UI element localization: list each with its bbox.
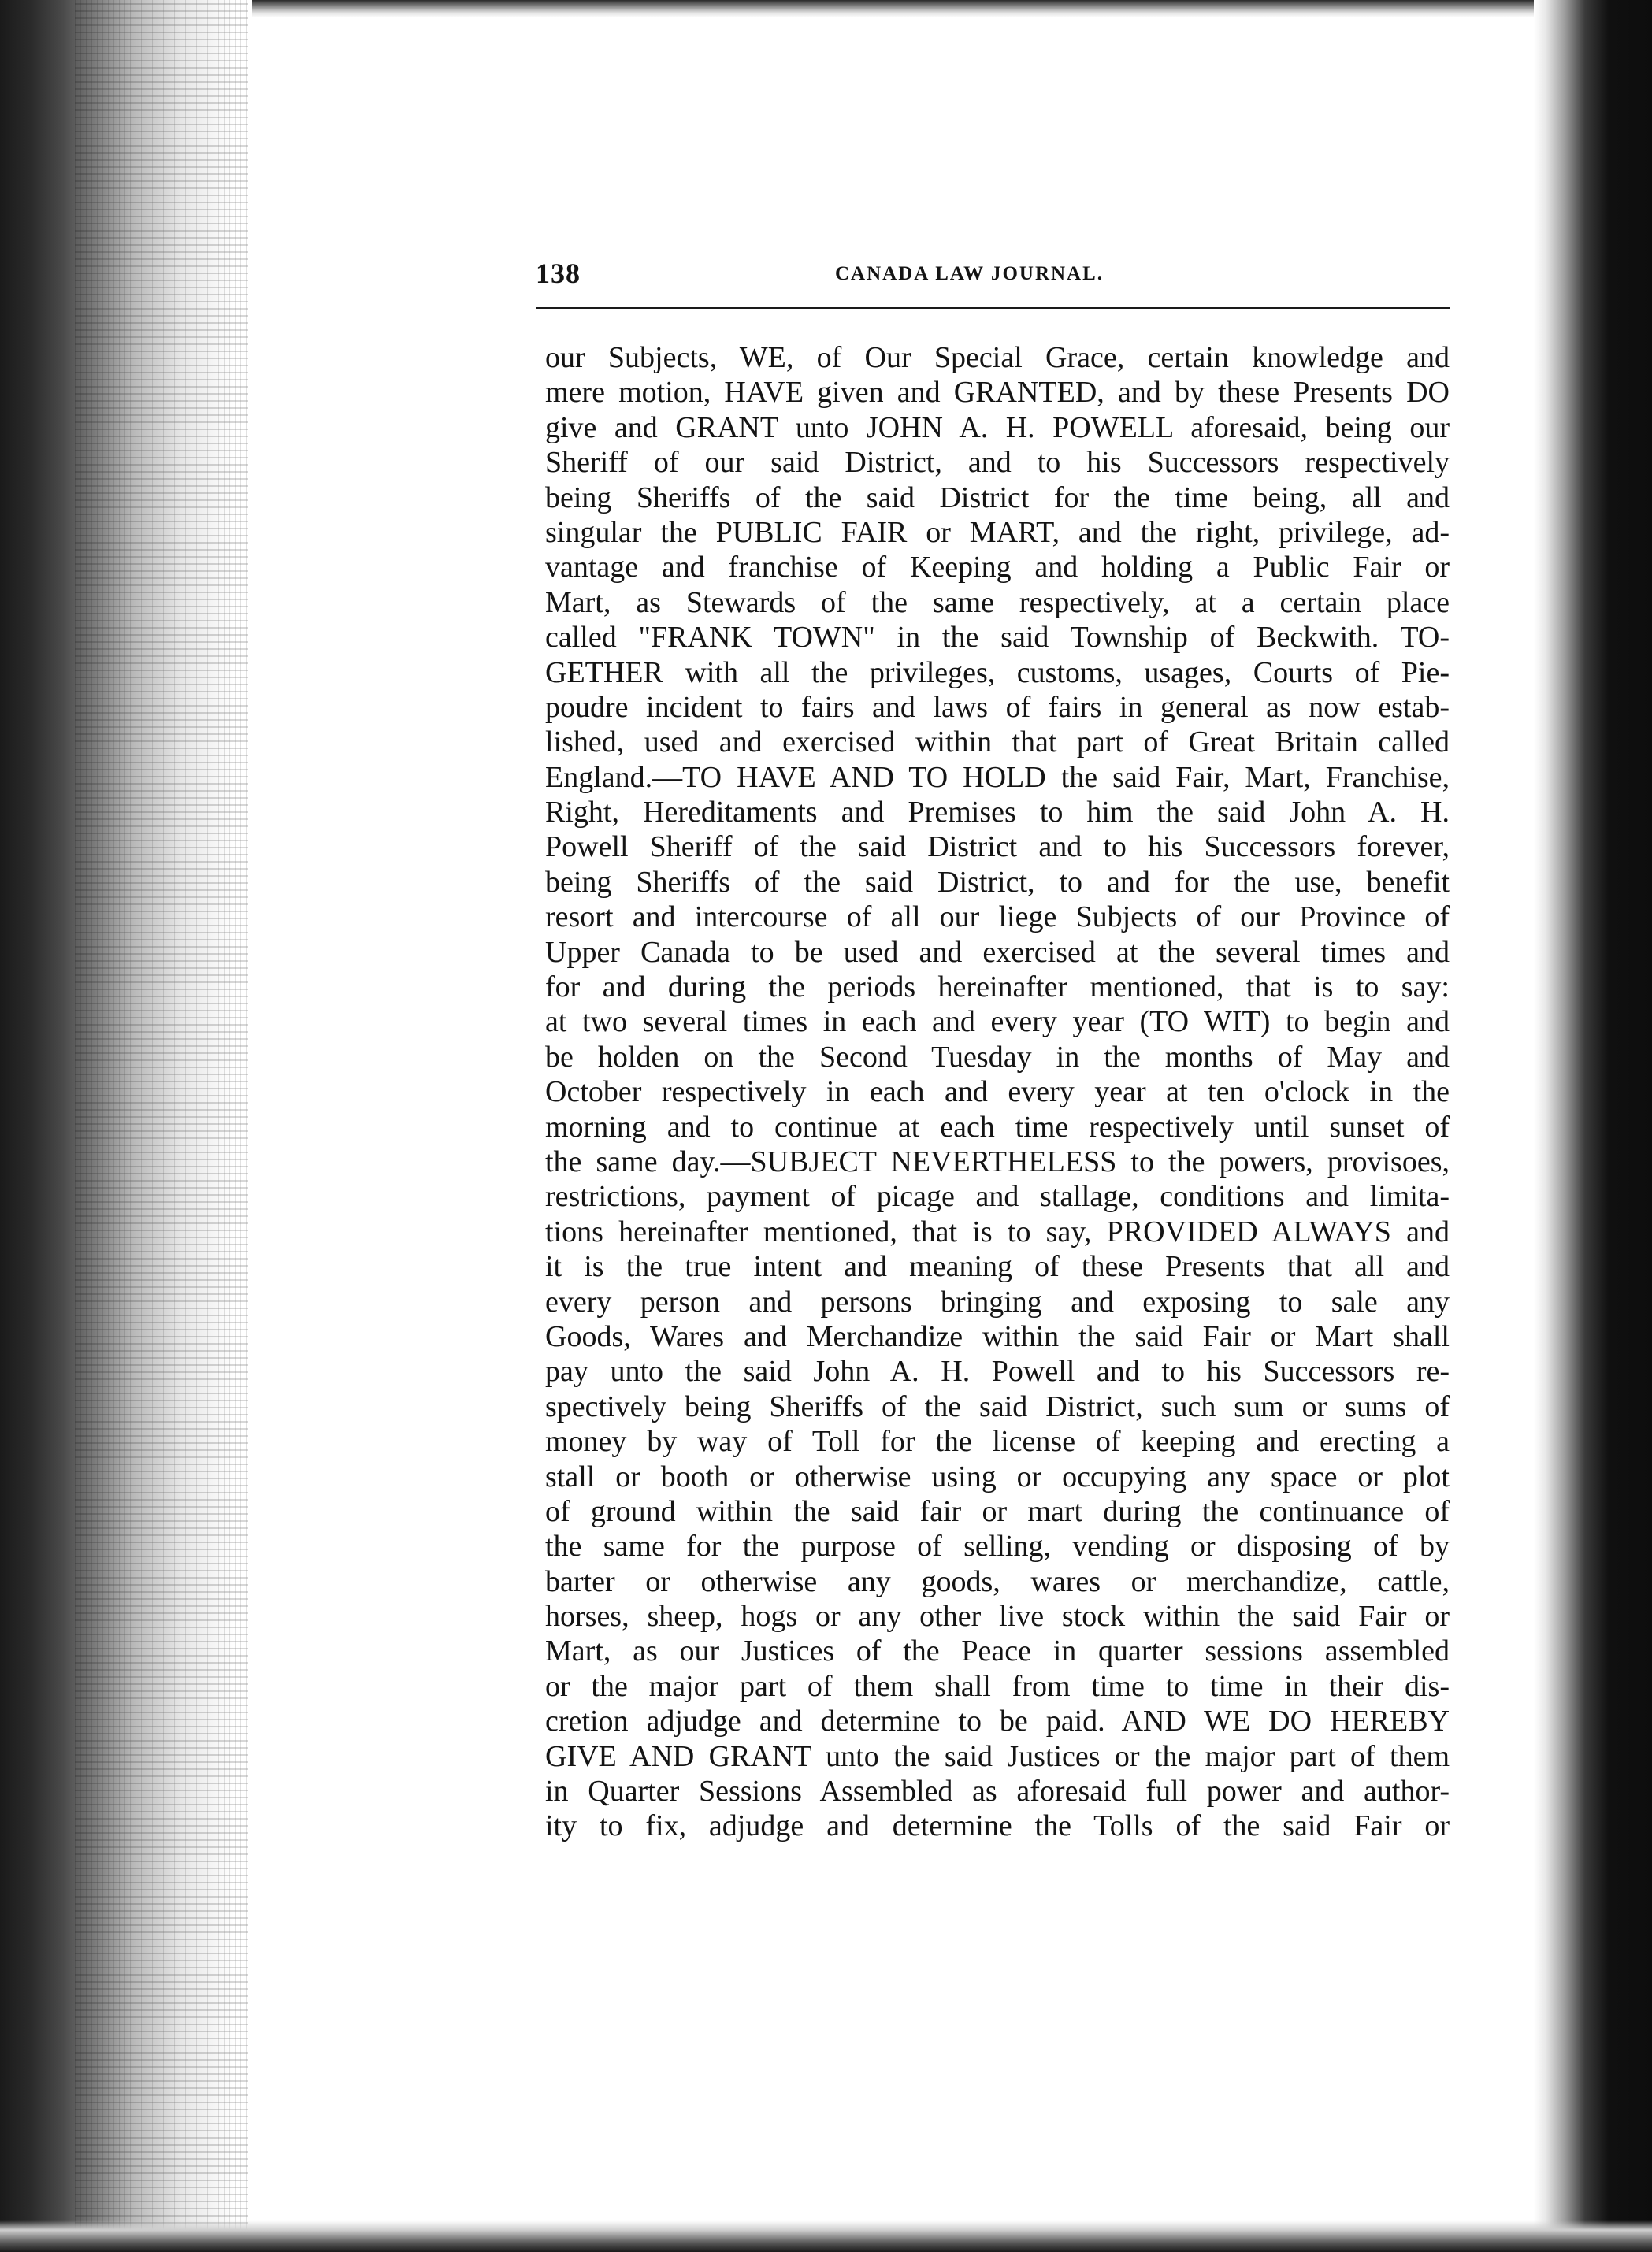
scan-bottom-edge <box>0 2220 1652 2252</box>
text-line: being Sheriffs of the said District, to and for the use, benefit <box>545 865 1450 899</box>
text-line: GETHER with all the privileges, customs, usages, Courts of Pie- <box>545 655 1450 689</box>
text-line: Mart, as our Justices of the Peace in quarter sessions assembled <box>545 1634 1450 1668</box>
page-number: 138 <box>536 258 581 289</box>
text-line: mere motion, HAVE given and GRANTED, and by these Presents DO <box>545 376 1450 410</box>
text-line: resort and intercourse of all our liege Subjects of our Province of <box>545 900 1450 934</box>
text-line: lished, used and exercised within that part of Great Britain called <box>545 725 1450 759</box>
text-line: Goods, Wares and Merchandize within the said Fair or Mart shall <box>545 1319 1450 1353</box>
text-line: morning and to continue at each time respectively until sunset of <box>545 1110 1450 1144</box>
text-line: of ground within the said fair or mart during the continuance of <box>545 1494 1450 1528</box>
text-line: tions hereinafter mentioned, that is to say, PROVIDED ALWAYS and <box>545 1215 1450 1248</box>
text-line: pay unto the said John A. H. Powell and to his Successors re- <box>545 1355 1450 1389</box>
text-line: give and GRANT unto JOHN A. H. POWELL aforesaid, being our <box>545 410 1450 444</box>
text-line: horses, sheep, hogs or any other live stock within the said Fair or <box>545 1600 1450 1634</box>
scan-right-edge <box>1534 0 1652 2252</box>
text-line: money by way of Toll for the license of keeping and erecting a <box>545 1425 1450 1459</box>
text-line: the same day.—SUBJECT NEVERTHELESS to the powers, provisoes, <box>545 1145 1450 1178</box>
text-line: or the major part of them shall from time to time in their dis- <box>545 1669 1450 1703</box>
text-line: called "FRANK TOWN" in the said Township of Beckwith. TO- <box>545 621 1450 655</box>
text-line: October respectively in each and every year at ten o'clock in the <box>545 1075 1450 1109</box>
text-line: in Quarter Sessions Assembled as aforesaid full power and author- <box>545 1775 1450 1809</box>
text-line: at two several times in each and every year (TO WIT) to begin and <box>545 1005 1450 1039</box>
body-text <box>545 340 1450 1844</box>
text-line: poudre incident to fairs and laws of fairs in general as now estab- <box>545 690 1450 724</box>
text-line: for and during the periods hereinafter mentioned, that is to say: <box>545 970 1450 1004</box>
text-line: it is the true intent and meaning of these Presents that all and <box>545 1250 1450 1284</box>
text-line: the same for the purpose of selling, vending or disposing of by <box>545 1530 1450 1564</box>
text-line: barter or otherwise any goods, wares or merchandize, cattle, <box>545 1564 1450 1598</box>
text-line: Powell Sheriff of the said District and to his Successors forever, <box>545 830 1450 864</box>
text-line: our Subjects, WE, of Our Special Grace, certain knowledge and <box>545 341 1450 374</box>
text-line: Mart, as Stewards of the same respectively, at a certain place <box>545 585 1450 619</box>
text-line: GIVE AND GRANT unto the said Justices or the major part of them <box>545 1739 1450 1773</box>
text-line: England.—TO HAVE AND TO HOLD the said Fair, Mart, Franchise, <box>545 760 1450 794</box>
text-line: Right, Hereditaments and Premises to him the said John A. H. <box>545 796 1450 829</box>
text-line: cretion adjudge and determine to be paid. AND WE DO HEREBY <box>545 1705 1450 1738</box>
text-line: restrictions, payment of picage and stallage, conditions and limita- <box>545 1180 1450 1214</box>
text-line: be holden on the Second Tuesday in the months of May and <box>545 1040 1450 1074</box>
book-page <box>536 252 1450 1843</box>
text-line: every person and persons bringing and exposing to sale any <box>545 1285 1450 1319</box>
text-line: being Sheriffs of the said District for the time being, all and <box>545 480 1450 514</box>
text-line: Sheriff of our said District, and to his Successors respectively <box>545 446 1450 480</box>
header-rule <box>536 307 1450 309</box>
text-line: vantage and franchise of Keeping and holding a Public Fair or <box>545 551 1450 584</box>
text-line: Upper Canada to be used and exercised at the several times and <box>545 935 1450 969</box>
text-line: spectively being Sheriffs of the said District, such sum or sums of <box>545 1389 1450 1423</box>
text-line: singular the PUBLIC FAIR or MART, and the right, privilege, ad- <box>545 515 1450 549</box>
journal-title: CANADA LAW JOURNAL. <box>835 263 1104 284</box>
scan-left-speckle <box>75 0 248 2252</box>
text-line: stall or booth or otherwise using or occupying any space or plot <box>545 1460 1450 1493</box>
text-line: ity to fix, adjudge and determine the Tolls of the said Fair or <box>545 1809 1450 1843</box>
running-head <box>536 252 1450 291</box>
